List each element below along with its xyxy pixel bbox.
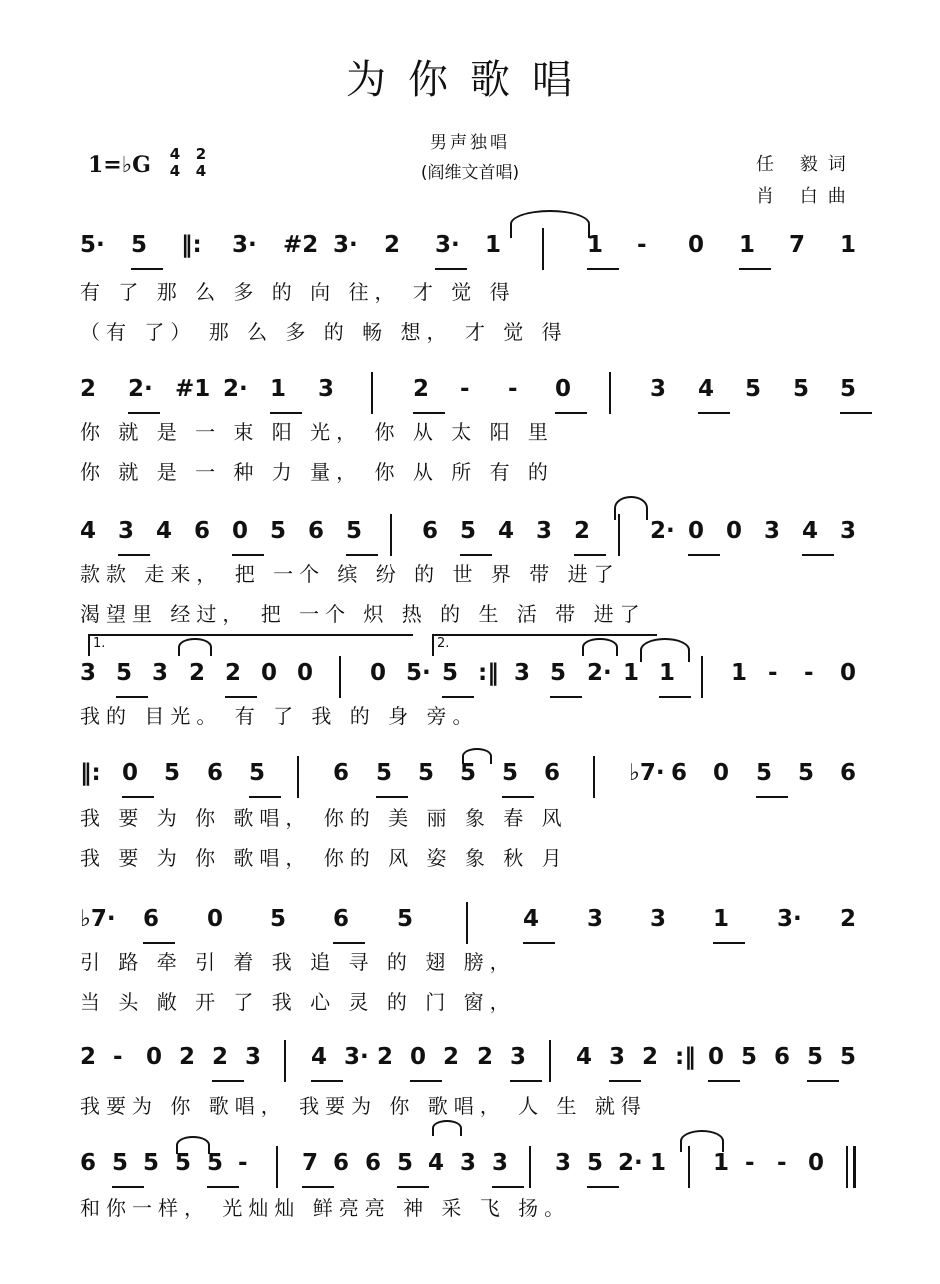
beam-underline [587, 1186, 619, 1188]
note: 6 [143, 906, 160, 932]
beam-underline [713, 942, 745, 944]
note: 6 [194, 518, 211, 544]
note: 3 [318, 376, 335, 402]
beam-underline [249, 796, 281, 798]
note: 2· [587, 660, 612, 686]
beam-underline [333, 942, 365, 944]
lyric-line-verse-2: 当 头 敞 开 了 我 心 灵 的 门 窗， [80, 990, 516, 1014]
note: 5 [745, 376, 762, 402]
slur-tie [582, 638, 618, 656]
note: 5 [131, 232, 148, 258]
note: 0 [370, 660, 387, 686]
repeat-sign: ‖: [80, 760, 101, 786]
beam-underline [270, 412, 302, 414]
note: 3 [536, 518, 553, 544]
subtitle: 男声独唱 [430, 133, 510, 153]
note: 1 [713, 1150, 730, 1176]
barline [371, 372, 373, 414]
extension-dash: - [113, 1044, 123, 1070]
note: 5· [406, 660, 431, 686]
notation-line [80, 1150, 860, 1194]
singer-credit: (阎维文首唱) [420, 163, 520, 183]
barline [284, 1040, 286, 1082]
note: 2 [80, 376, 97, 402]
lyric-line-verse-2: 渴望里 经过， 把 一个 炽 热 的 生 活 带 进了 [80, 602, 646, 626]
beam-underline [346, 554, 378, 556]
slur-tie [510, 210, 590, 238]
beam-underline [574, 554, 606, 556]
note: 5 [756, 760, 773, 786]
barline [339, 656, 341, 698]
note: 3· [777, 906, 802, 932]
note: 4 [80, 518, 97, 544]
note: 0 [688, 518, 705, 544]
lyric-line-verse-2: 你 就 是 一 种 力 量， 你 从 所 有 的 [80, 460, 554, 484]
note: 6 [544, 760, 561, 786]
beam-underline [555, 412, 587, 414]
extension-dash: - [745, 1150, 755, 1176]
beam-underline [413, 412, 445, 414]
note: 5 [587, 1150, 604, 1176]
note: 2· [618, 1150, 643, 1176]
beam-underline [212, 1080, 244, 1082]
note: 6 [422, 518, 439, 544]
note: 2 [384, 232, 401, 258]
note: 0 [840, 660, 857, 686]
beam-underline [698, 412, 730, 414]
note: 0 [708, 1044, 725, 1070]
note: 5 [793, 376, 810, 402]
slur-tie [640, 638, 690, 662]
slur-tie [680, 1130, 724, 1152]
beam-underline [659, 696, 691, 698]
repeat-sign: :‖ [675, 1044, 696, 1070]
beam-underline [122, 796, 154, 798]
note: 5 [798, 760, 815, 786]
note: 0 [261, 660, 278, 686]
barline [297, 756, 299, 798]
beam-underline [523, 942, 555, 944]
note: 3· [333, 232, 358, 258]
beam-underline [756, 796, 788, 798]
barline [390, 514, 392, 556]
barline [593, 756, 595, 798]
note: 6 [333, 1150, 350, 1176]
note: 1 [713, 906, 730, 932]
note: 3 [460, 1150, 477, 1176]
barline [701, 656, 703, 698]
note: 3 [510, 1044, 527, 1070]
note: 5 [741, 1044, 758, 1070]
lyric-line-verse-1: 款款 走来， 把 一个 缤 纷 的 世 界 带 进了 [80, 562, 620, 586]
note: 3 [492, 1150, 509, 1176]
note: 5 [442, 660, 459, 686]
note: 3 [555, 1150, 572, 1176]
note: 6 [333, 906, 350, 932]
note: 4 [428, 1150, 445, 1176]
note: 5 [460, 760, 477, 786]
beam-underline [587, 268, 619, 270]
note: 3 [650, 906, 667, 932]
note: 5 [502, 760, 519, 786]
barline [618, 514, 620, 556]
note: 5 [143, 1150, 160, 1176]
note: 2 [840, 906, 857, 932]
note: 5 [840, 376, 857, 402]
note: 3 [80, 660, 97, 686]
note: 2 [443, 1044, 460, 1070]
slur-tie [462, 748, 492, 764]
lyric-line-verse-1: 我要为 你 歌唱， 我要为 你 歌唱， 人 生 就得 [80, 1094, 647, 1118]
note: 6 [840, 760, 857, 786]
note: 5 [175, 1150, 192, 1176]
notation-line [80, 660, 860, 704]
extension-dash: - [768, 660, 778, 686]
note: 5 [376, 760, 393, 786]
note: 2 [377, 1044, 394, 1070]
note: 6 [308, 518, 325, 544]
notation-line [80, 232, 860, 276]
note: 5 [840, 1044, 857, 1070]
beam-underline [311, 1080, 343, 1082]
note: 6 [333, 760, 350, 786]
note: 5 [116, 660, 133, 686]
note: 1 [840, 232, 857, 258]
lyric-line-verse-1: 有 了 那 么 多 的 向 往， 才 觉 得 [80, 280, 516, 304]
lyric-line-verse-1: 我的 目光。 有 了 我 的 身 旁。 [80, 704, 479, 728]
extension-dash: - [460, 376, 470, 402]
beam-underline [840, 412, 872, 414]
note: 0 [726, 518, 743, 544]
note: 3· [435, 232, 460, 258]
note: 3· [344, 1044, 369, 1070]
beam-underline [442, 696, 474, 698]
note: 7 [302, 1150, 319, 1176]
notation-line [80, 906, 860, 950]
note: ♭7· [629, 760, 665, 786]
note: 5 [270, 518, 287, 544]
note: 5 [112, 1150, 129, 1176]
note: 0 [146, 1044, 163, 1070]
slur-tie [176, 1136, 210, 1154]
note: ♭7· [80, 906, 116, 932]
note: 5 [270, 906, 287, 932]
note: 4 [802, 518, 819, 544]
extension-dash: - [777, 1150, 787, 1176]
note: 5 [418, 760, 435, 786]
time-signature-1: 4 4 [169, 145, 181, 180]
note: 2· [650, 518, 675, 544]
note: 4 [311, 1044, 328, 1070]
beam-underline [207, 1186, 239, 1188]
note: 5 [397, 1150, 414, 1176]
note: 0 [122, 760, 139, 786]
note: 4 [698, 376, 715, 402]
note: 0 [713, 760, 730, 786]
beam-underline [435, 268, 467, 270]
beam-underline [397, 1186, 429, 1188]
note: 2· [223, 376, 248, 402]
note: 0 [297, 660, 314, 686]
composer-credit: 肖 白曲 [756, 186, 856, 207]
note: 0 [808, 1150, 825, 1176]
note: 3 [840, 518, 857, 544]
barline [276, 1146, 278, 1188]
song-title: 为你歌唱 [346, 57, 594, 103]
note: 2 [225, 660, 242, 686]
note: 2· [128, 376, 153, 402]
beam-underline [708, 1080, 740, 1082]
note: 2 [413, 376, 430, 402]
note: 1 [739, 232, 756, 258]
note: 5 [249, 760, 266, 786]
beam-underline [112, 1186, 144, 1188]
beam-underline [410, 1080, 442, 1082]
extension-dash: - [508, 376, 518, 402]
note: 1 [485, 232, 502, 258]
second-ending-bracket: 2. [432, 634, 657, 656]
note: 2 [642, 1044, 659, 1070]
note: 1 [731, 660, 748, 686]
barline [549, 1040, 551, 1082]
time-signature-2: 2 4 [195, 145, 207, 180]
note: 3· [232, 232, 257, 258]
note: 4 [576, 1044, 593, 1070]
slur-tie [432, 1120, 462, 1136]
note: 0 [555, 376, 572, 402]
beam-underline [492, 1186, 524, 1188]
note: 1 [623, 660, 640, 686]
note: 2 [212, 1044, 229, 1070]
extension-dash: - [804, 660, 814, 686]
extension-dash: - [238, 1150, 248, 1176]
note: 3 [650, 376, 667, 402]
note: 4 [523, 906, 540, 932]
lyricist-credit: 任 毅词 [756, 154, 856, 175]
notation-line [80, 518, 860, 562]
note: #1 [175, 376, 211, 402]
lyric-line-verse-2: 我 要 为 你 歌唱， 你的 风 姿 象 秋 月 [80, 846, 568, 870]
note: 5 [550, 660, 567, 686]
repeat-sign: ‖: [181, 232, 202, 258]
barline [609, 372, 611, 414]
note: 1 [587, 232, 604, 258]
note: 4 [498, 518, 515, 544]
note: 3 [245, 1044, 262, 1070]
barline [688, 1146, 690, 1188]
note: 3 [764, 518, 781, 544]
note: 2 [179, 1044, 196, 1070]
beam-underline [131, 268, 163, 270]
slur-tie [614, 496, 648, 520]
beam-underline [116, 696, 148, 698]
slur-tie [178, 638, 212, 656]
beam-underline [739, 268, 771, 270]
note: 5 [460, 518, 477, 544]
note: 6 [207, 760, 224, 786]
note: 5 [346, 518, 363, 544]
lyric-line-verse-2: （有 了） 那 么 多 的 畅 想， 才 觉 得 [80, 320, 568, 344]
beam-underline [376, 796, 408, 798]
note: 1 [659, 660, 676, 686]
note: 1 [650, 1150, 667, 1176]
note: 3 [609, 1044, 626, 1070]
notation-line [80, 376, 860, 420]
beam-underline [225, 696, 257, 698]
note: #2 [283, 232, 319, 258]
note: 2 [80, 1044, 97, 1070]
beam-underline [609, 1080, 641, 1082]
lyric-line-verse-1: 你 就 是 一 束 阳 光， 你 从 太 阳 里 [80, 420, 554, 444]
note: 3 [118, 518, 135, 544]
note: 6 [671, 760, 688, 786]
beam-underline [302, 1186, 334, 1188]
note: 2 [477, 1044, 494, 1070]
note: 0 [207, 906, 224, 932]
beam-underline [128, 412, 160, 414]
note: 7 [789, 232, 806, 258]
beam-underline [118, 554, 150, 556]
note: 5 [207, 1150, 224, 1176]
note: 0 [410, 1044, 427, 1070]
note: 0 [688, 232, 705, 258]
note: 5 [807, 1044, 824, 1070]
lyric-line-verse-1: 引 路 牵 引 着 我 追 寻 的 翅 膀， [80, 950, 516, 974]
note: 6 [774, 1044, 791, 1070]
note: 3 [514, 660, 531, 686]
barline [529, 1146, 531, 1188]
note: 5 [164, 760, 181, 786]
barline [466, 902, 468, 944]
final-barline [846, 1146, 856, 1188]
beam-underline [807, 1080, 839, 1082]
note: 0 [232, 518, 249, 544]
extension-dash: - [637, 232, 647, 258]
note: 2 [189, 660, 206, 686]
note: 5 [397, 906, 414, 932]
notation-line [80, 760, 860, 804]
note: 3 [152, 660, 169, 686]
beam-underline [510, 1080, 542, 1082]
note: 1 [270, 376, 287, 402]
beam-underline [502, 796, 534, 798]
beam-underline [802, 554, 834, 556]
note: 4 [156, 518, 173, 544]
beam-underline [460, 554, 492, 556]
beam-underline [688, 554, 720, 556]
note: 5· [80, 232, 105, 258]
note: 3 [587, 906, 604, 932]
lyric-line-verse-1: 和你一样， 光灿灿 鲜亮亮 神 采 飞 扬。 [80, 1196, 571, 1220]
notation-line [80, 1044, 860, 1088]
repeat-sign: :‖ [478, 660, 499, 686]
key-signature: 1=♭G [88, 152, 151, 178]
note: 6 [80, 1150, 97, 1176]
beam-underline [550, 696, 582, 698]
first-ending-bracket: 1. [88, 634, 413, 656]
beam-underline [143, 942, 175, 944]
lyric-line-verse-1: 我 要 为 你 歌唱， 你的 美 丽 象 春 风 [80, 806, 568, 830]
note: 6 [365, 1150, 382, 1176]
note: 2 [574, 518, 591, 544]
beam-underline [232, 554, 264, 556]
